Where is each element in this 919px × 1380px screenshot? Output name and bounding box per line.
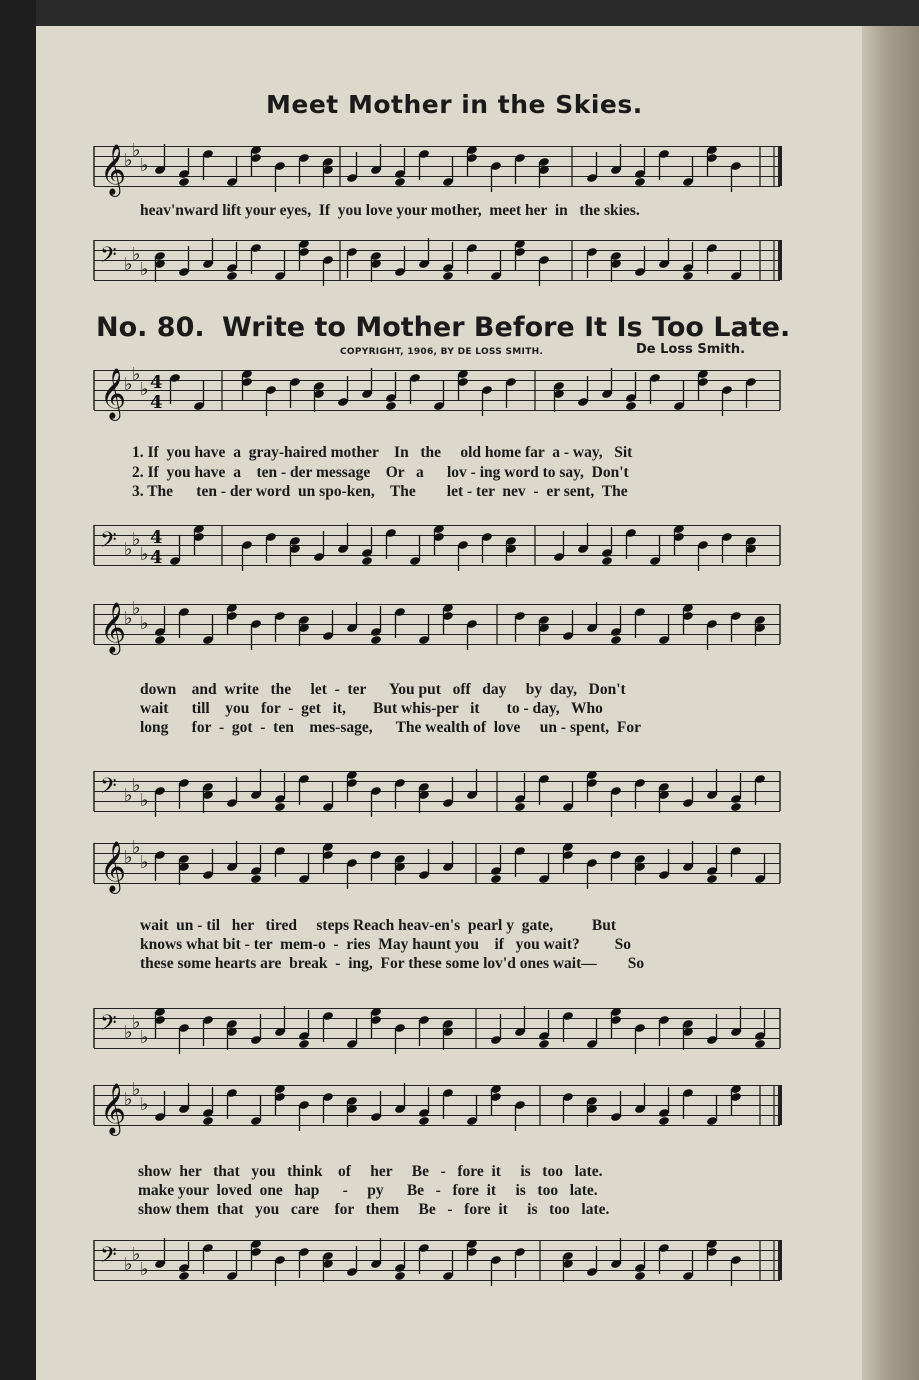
system-1-bass-staff <box>94 525 780 567</box>
time-signature: 4 <box>150 372 163 393</box>
flat-sign: ♭ <box>132 1244 141 1265</box>
system-4-bass-staff <box>94 1240 780 1282</box>
flat-sign: ♭ <box>124 1022 133 1043</box>
bass-clef: 𝄢 <box>100 774 117 804</box>
flat-sign: ♭ <box>140 544 149 565</box>
bass-clef: 𝄢 <box>100 243 117 273</box>
flat-sign: ♭ <box>124 1089 133 1110</box>
treble-clef: 𝄞 <box>100 1083 127 1134</box>
system-2-bass-staff <box>94 771 780 813</box>
flat-sign: ♭ <box>140 790 149 811</box>
system-4-verse-1: show her that you think of her Be - fore it is too late. <box>138 1163 603 1180</box>
flat-sign: ♭ <box>140 155 149 176</box>
system-4-treble-staff <box>94 1085 780 1127</box>
song-number: No. 80. <box>96 312 205 343</box>
system-2-verse-2: wait till you for - get it, But whis-per it to - day, Who <box>140 700 603 717</box>
flat-sign: ♭ <box>140 1094 149 1115</box>
time-signature: 4 <box>150 547 163 568</box>
bass-clef: 𝄢 <box>100 1011 117 1041</box>
flat-sign: ♭ <box>132 529 141 550</box>
flat-sign: ♭ <box>132 837 141 858</box>
flat-sign: ♭ <box>140 852 149 873</box>
flat-sign: ♭ <box>124 785 133 806</box>
bass-clef: 𝄢 <box>100 1243 117 1273</box>
system-3-treble-staff <box>94 843 780 885</box>
system-1-verse-2: 2. If you have a ten - der message Or a lov - ing word to say, Don't <box>132 464 629 481</box>
flat-sign: ♭ <box>132 1079 141 1100</box>
treble-clef: 𝄞 <box>100 144 127 195</box>
flat-sign: ♭ <box>124 539 133 560</box>
treble-clef: 𝄞 <box>100 841 127 892</box>
system-2-treble-staff <box>94 604 780 646</box>
flat-sign: ♭ <box>140 379 149 400</box>
flat-sign: ♭ <box>124 150 133 171</box>
copyright-notice: COPYRIGHT, 1906, BY DE LOSS SMITH. <box>340 347 544 357</box>
system-3-verse-1: wait un - til her tired steps Reach heav-en's pearl y gate, But <box>140 917 617 934</box>
system-3-bass-staff <box>94 1008 780 1050</box>
flat-sign: ♭ <box>124 1254 133 1275</box>
flat-sign: ♭ <box>132 775 141 796</box>
song-79-bass-staff <box>94 240 780 282</box>
song-79-treble-staff <box>94 146 780 188</box>
song-80-title: Write to Mother Before It Is Too Late. <box>222 312 791 343</box>
flat-sign: ♭ <box>132 140 141 161</box>
flat-sign: ♭ <box>140 613 149 634</box>
system-4-verse-3: show them that you care for them Be - fore it is too late. <box>138 1201 610 1218</box>
flat-sign: ♭ <box>132 1012 141 1033</box>
time-signature: 4 <box>150 392 163 413</box>
flat-sign: ♭ <box>124 374 133 395</box>
bass-clef: 𝄢 <box>100 528 117 558</box>
flat-sign: ♭ <box>140 1027 149 1048</box>
flat-sign: ♭ <box>140 1259 149 1280</box>
song-79-title: Meet Mother in the Skies. <box>266 90 643 119</box>
system-1-treble-staff <box>94 370 780 412</box>
song-79-lyrics: heav'nward lift your eyes, If you love your mother, meet her in the skies. <box>140 202 640 219</box>
flat-sign: ♭ <box>132 364 141 385</box>
system-3-verse-3: these some hearts are break - ing, For these some lov'd ones wait— So <box>140 955 645 972</box>
system-3-verse-2: knows what bit - ter mem-o - ries May haunt you if you wait? So <box>140 936 631 953</box>
composer: De Loss Smith. <box>636 342 746 357</box>
treble-clef: 𝄞 <box>100 368 127 419</box>
page-edge <box>862 26 919 1380</box>
flat-sign: ♭ <box>132 244 141 265</box>
book-gutter <box>0 0 36 1380</box>
time-signature: 4 <box>150 527 163 548</box>
treble-clef: 𝄞 <box>100 602 127 653</box>
system-1-verse-1: 1. If you have a gray-haired mother In the old home far a - way, Sit <box>132 444 633 461</box>
flat-sign: ♭ <box>124 847 133 868</box>
flat-sign: ♭ <box>124 254 133 275</box>
flat-sign: ♭ <box>132 598 141 619</box>
system-2-verse-1: down and write the let - ter You put off day by day, Don't <box>140 681 626 698</box>
system-1-verse-3: 3. The ten - der word un spo-ken, The let - ter nev - er sent, The <box>132 483 628 500</box>
system-2-verse-3: long for - got - ten mes-sage, The wealth of love un - spent, For <box>140 719 641 736</box>
system-4-verse-2: make your loved one hap - py Be - fore it is too late. <box>138 1182 598 1199</box>
flat-sign: ♭ <box>140 259 149 280</box>
flat-sign: ♭ <box>124 608 133 629</box>
